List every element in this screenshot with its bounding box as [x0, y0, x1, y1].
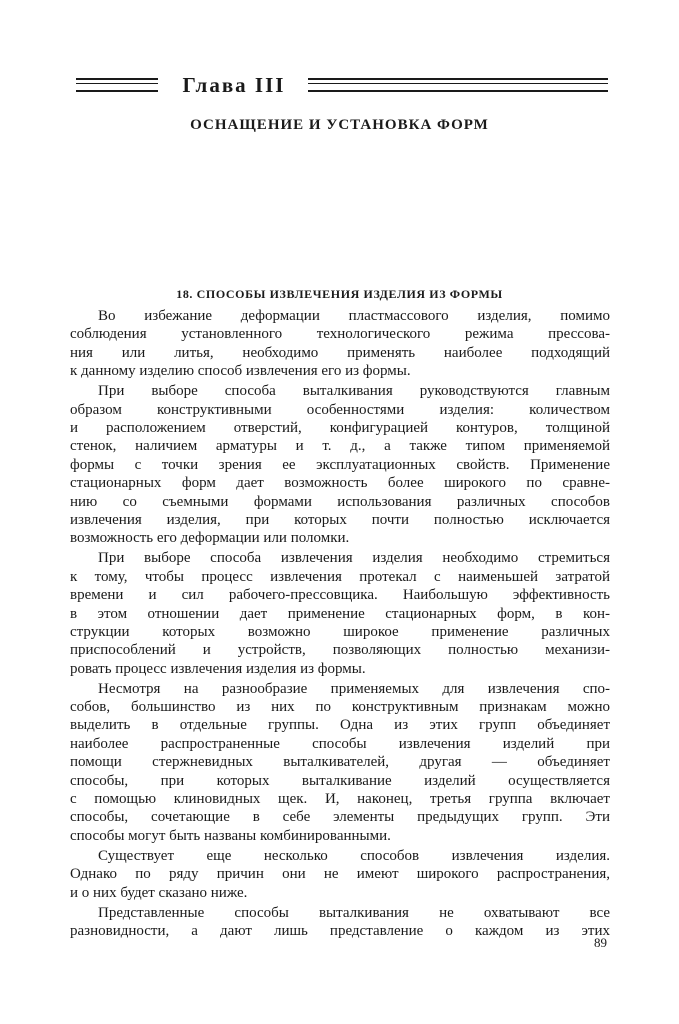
text-line: способы могут быть названы комбинированными.	[70, 827, 391, 844]
paragraph	[70, 904, 610, 941]
text-line: наиболее распространенные способы извлечения изделий при	[70, 735, 610, 752]
paragraph	[70, 307, 610, 381]
paragraph	[70, 847, 610, 902]
text-line: и расположением отверстий, конфигурацией контуров, толщиной	[70, 419, 610, 436]
text-line: Однако по ряду причин они не имеют широкого распространения,	[70, 866, 610, 883]
paragraph	[70, 382, 610, 548]
text-line: При выборе способа выталкивания руководствуются главным	[98, 383, 610, 400]
text-line: выделить в отдельные группы. Одна из этих групп объединяет	[70, 717, 610, 734]
decorative-rule-right-lower	[308, 90, 608, 92]
text-line: к тому, чтобы процесс извлечения протекал с наименьшей затратой	[70, 568, 610, 585]
text-line: способы, сочетающие в себе элементы предыдущих групп. Эти	[70, 809, 610, 826]
text-line: с помощью клиновидных щек. И, наконец, третья группа включает	[70, 791, 610, 808]
text-line: приспособлений и устройств, позволяющих полностью механизи-	[70, 642, 610, 659]
body-text	[70, 307, 610, 942]
text-line: в этом отношении дает применение стационарных форм, в кон-	[70, 605, 610, 622]
text-line: разновидности, а дают лишь представление о каждом из этих	[70, 922, 610, 939]
paragraph	[70, 549, 610, 678]
chapter-header	[76, 72, 608, 102]
text-line: и о них будет сказано ниже.	[70, 884, 248, 901]
text-line: к данному изделию способ извлечения его из формы.	[70, 363, 411, 380]
text-line: извлечения изделия, при которых почти полностью исключается	[70, 511, 610, 528]
text-line: соблюдения установленного технологического режима прессова-	[70, 326, 610, 343]
paragraph	[70, 680, 610, 846]
text-line: Представленные способы выталкивания не охватывают все	[98, 904, 610, 921]
text-line: Несмотря на разнообразие применяемых для извлечения спо-	[98, 680, 610, 697]
text-line: стенок, наличием арматуры и т. д., а также типом применяемой	[70, 438, 610, 455]
decorative-rule-left	[76, 78, 158, 84]
text-line: Во избежание деформации пластмассового изделия, помимо	[98, 308, 610, 324]
text-line: При выборе способа извлечения изделия необходимо стремиться	[98, 550, 610, 567]
text-line: ровать процесс извлечения изделия из формы.	[70, 660, 366, 677]
text-line: времени и сил рабочего-прессовщика. Наибольшую эффективность	[70, 587, 610, 604]
text-line: струкции которых возможно широкое применение различных	[70, 623, 610, 640]
text-line: возможность его деформации или поломки.	[70, 530, 350, 547]
decorative-rule-right	[308, 78, 608, 84]
text-line: Существует еще несколько способов извлечения изделия.	[98, 847, 610, 864]
text-line: образом конструктивными особенностями изделия: количеством	[70, 401, 610, 418]
text-line: ния или литья, необходимо применять наиболее подходящий	[70, 344, 610, 361]
text-line: собов, большинство из них по конструктивным признакам можно	[70, 699, 610, 716]
decorative-rule-left-lower	[76, 90, 158, 92]
text-line: формы с точки зрения ее эксплуатационных свойств. Применение	[70, 456, 610, 473]
text-line: нию со съемными формами использования различных способов	[70, 493, 610, 510]
text-line: стационарных форм дает возможность более широкого по сравне-	[70, 475, 610, 492]
chapter-heading: ОСНАЩЕНИЕ И УСТАНОВКА ФОРМ	[190, 117, 489, 133]
text-line: помощи стержневидных выталкивателей, другая — объединяет	[70, 754, 610, 771]
text-line: способы, при которых выталкивание изделий осуществляется	[70, 772, 610, 789]
section-heading: 18. СПОСОБЫ ИЗВЛЕЧЕНИЯ ИЗДЕЛИЯ ИЗ ФОРМЫ	[176, 287, 503, 301]
chapter-title: Глава III	[182, 73, 286, 97]
page-number: 89	[594, 935, 607, 950]
